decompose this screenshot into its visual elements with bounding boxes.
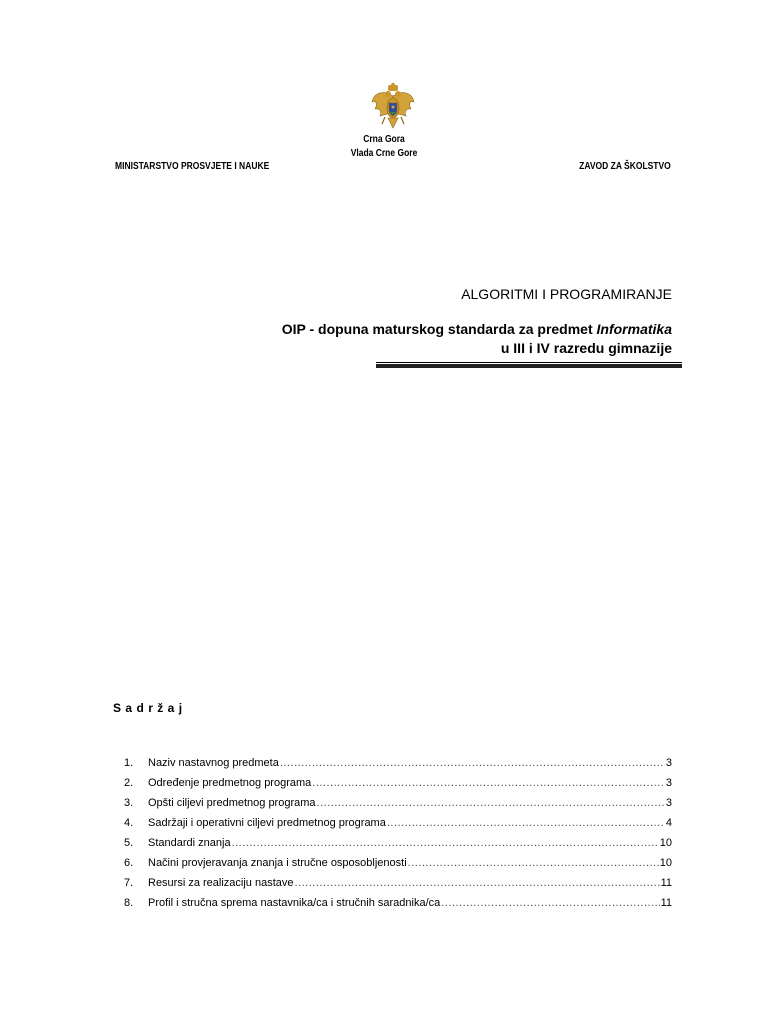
toc-item-number: 3. [124,797,134,809]
toc-item-page: 4 [665,817,672,829]
coat-of-arms-icon [370,82,416,132]
toc-item[interactable] [124,795,672,815]
toc-leader [312,775,665,791]
toc-item[interactable] [124,775,672,795]
toc-item-page: 10 [659,837,672,849]
toc-item-label: Određenje predmetnog programa [148,777,312,789]
subtitle-line-2: u III i IV razredu gimnazije [500,340,672,356]
subject-name: Informatika [596,321,672,337]
toc-item[interactable] [124,855,672,875]
toc-leader [295,875,660,891]
country-header [0,133,768,161]
toc-item-label: Profil i stručna sprema nastavnika/ca i stručnih saradnika/ca [148,897,441,909]
toc-item-page: 11 [660,877,672,889]
toc-item-page: 10 [659,857,672,869]
toc-item[interactable] [124,875,672,895]
toc-leader [232,835,659,851]
toc-item-page: 3 [665,777,672,789]
ministry-name: MINISTARSTVO PROSVJETE I NAUKE [115,161,270,172]
toc-item-label: Naziv nastavnog predmeta [148,757,279,769]
toc-item[interactable] [124,895,672,915]
title-divider-thick [376,364,682,368]
toc-item-number: 5. [124,837,134,849]
toc-leader [441,895,659,911]
country-name: Crna Gora [363,134,405,145]
institute-name: ZAVOD ZA ŠKOLSTVO [579,161,671,172]
toc-item-label: Sadržaji i operativni ciljevi predmetnog programa [148,817,386,829]
toc-item-label: Opšti ciljevi predmetnog programa [148,797,316,809]
toc-item-number: 6. [124,857,134,869]
toc-item-number: 8. [124,897,134,909]
toc-leader [280,755,665,771]
toc-item-page: 11 [660,897,672,909]
toc-leader [387,815,665,831]
toc-item-number: 1. [124,757,134,769]
toc-item-number: 4. [124,817,134,829]
toc-item-label: Resursi za realizaciju nastave [148,877,294,889]
document-subtitle [282,320,672,358]
toc-item[interactable] [124,835,672,855]
toc-item-page: 3 [665,797,672,809]
toc-item-label: Načini provjeravanja znanja i stručne osposobljenosti [148,857,407,869]
subtitle-line-1 [282,320,672,339]
toc-item[interactable] [124,815,672,835]
toc-leader [317,795,665,811]
document-title: ALGORITMI I PROGRAMIRANJE [461,286,672,302]
toc-item-number: 7. [124,877,134,889]
government-name: Vlada Crne Gore [350,148,418,159]
toc-item[interactable] [124,755,672,775]
subtitle-prefix: OIP - dopuna maturskog standarda za predmet [281,321,593,337]
title-divider-thin [376,362,682,363]
toc-item-page: 3 [665,757,672,769]
toc-item-label: Standardi znanja [148,837,231,849]
table-of-contents [124,755,672,915]
toc-heading: Sadržaj [113,701,187,715]
toc-item-number: 2. [124,777,134,789]
toc-leader [408,855,659,871]
